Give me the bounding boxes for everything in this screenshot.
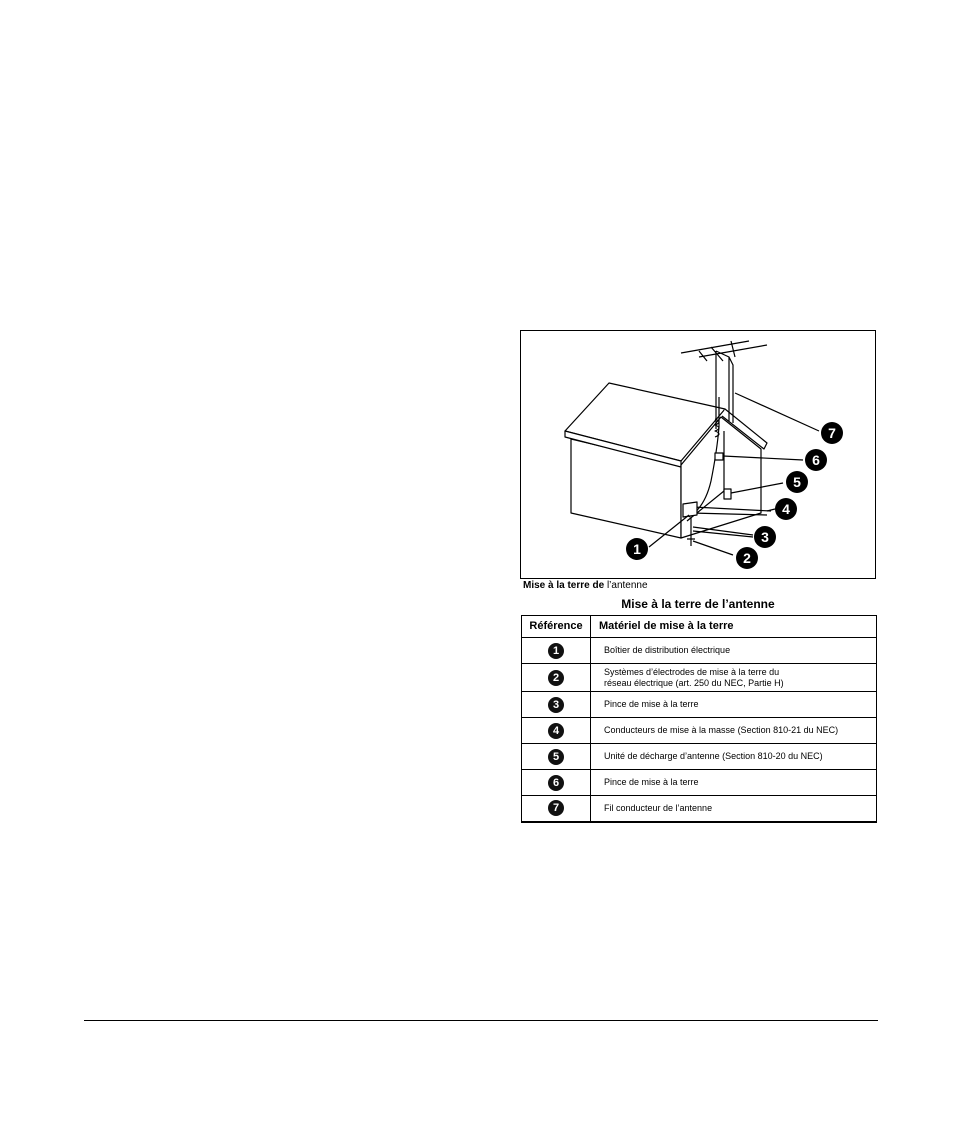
header-material: Matériel de mise à la terre [591,616,877,638]
figure-caption [523,580,648,592]
callout-6: 6 [812,452,820,468]
table-row [522,692,877,718]
callout-3: 3 [761,529,769,545]
table-row [522,664,877,692]
header-reference: Référence [522,616,591,638]
reference-number: 4 [548,723,564,739]
table-title: Mise à la terre de l’antenne [621,597,775,611]
reference-number: 6 [548,775,564,791]
antenna-grounding-figure [520,330,876,579]
callout-4: 4 [782,501,790,517]
reference-number: 7 [548,800,564,816]
footer-divider [84,1020,878,1021]
table-row [522,744,877,770]
table-row [522,718,877,744]
row-text: Boîtier de distribution électrique [604,645,731,655]
grounding-reference-table [521,615,877,823]
row-text-line2: réseau électrique (art. 250 du NEC, Partie H) [604,677,784,688]
caption-rest: l’antenne [606,580,648,591]
callout-1: 1 [633,541,641,557]
callout-7: 7 [828,425,836,441]
reference-number: 5 [548,749,564,765]
callout-5: 5 [793,474,801,490]
row-text: Conducteurs de mise à la masse (Section 810-21 du NEC) [604,725,839,735]
row-text: Systèmes d’électrodes de mise à la terre du [604,666,780,677]
table-header-row [522,616,877,638]
reference-number: 2 [548,670,564,686]
row-text: Fil conducteur de l’antenne [604,802,713,813]
table-row [522,796,877,822]
reference-number: 3 [548,697,564,713]
house-antenna-illustration [521,331,877,580]
table-row [522,770,877,796]
row-text: Unité de décharge d’antenne (Section 810-20 du NEC) [604,751,823,761]
row-text: Pince de mise à la terre [604,699,699,709]
reference-number: 1 [548,643,564,659]
row-text: Pince de mise à la terre [604,777,699,787]
callout-2: 2 [743,550,751,566]
table-row [522,638,877,664]
caption-bold: Mise à la terre de [523,580,605,591]
